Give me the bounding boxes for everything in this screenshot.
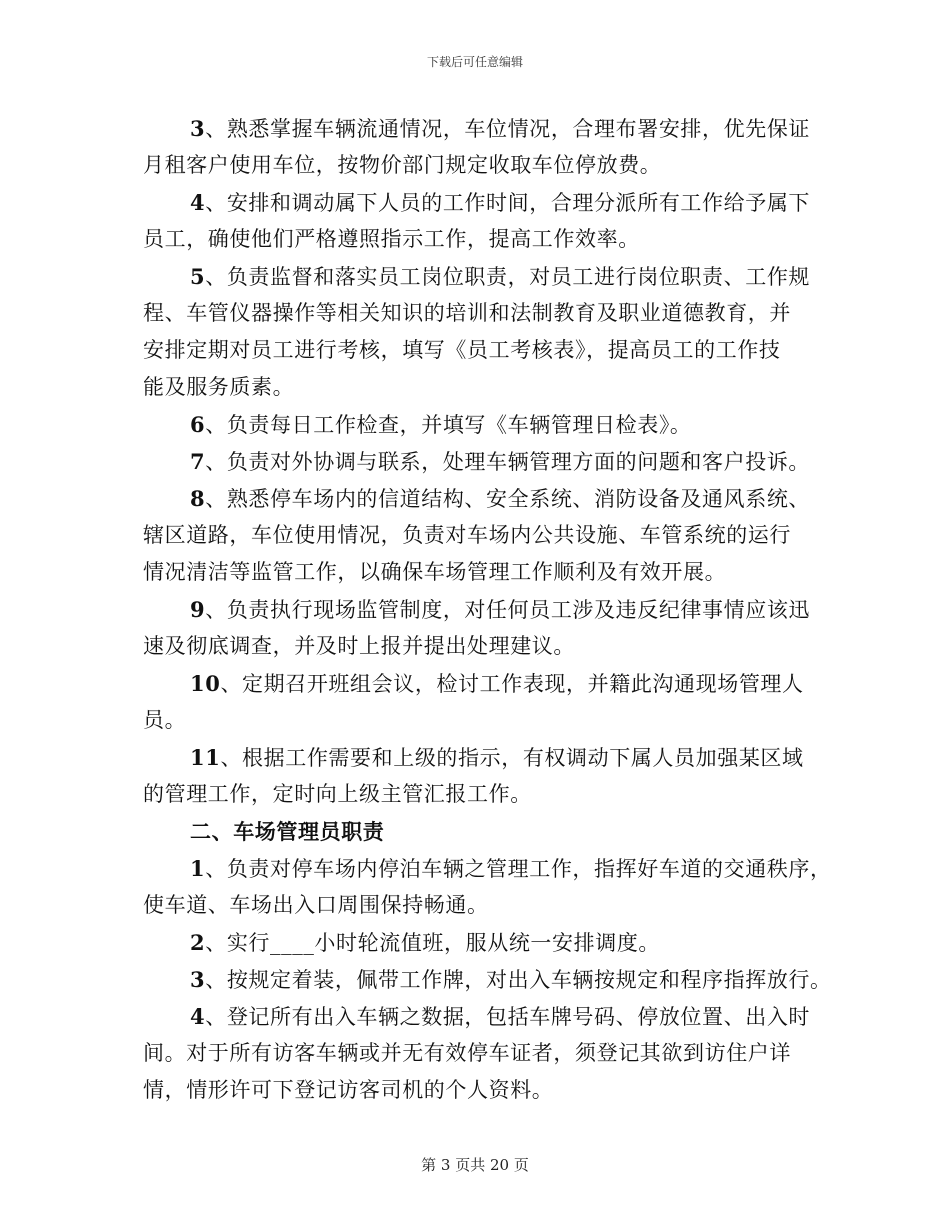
text-line: 间。对于所有访客车辆或并无有效停车证者，须登记其欲到访住户详 <box>143 1041 791 1065</box>
paragraph-5 <box>143 258 843 406</box>
text-line: 员。 <box>143 708 187 732</box>
paragraph-number: 4 <box>190 1004 206 1029</box>
text-line <box>143 258 843 295</box>
paragraph-8 <box>143 480 843 591</box>
line-text: 、负责对停车场内停泊车辆之管理工作，指挥好车道的交通秩序， <box>205 857 832 881</box>
text-line <box>143 739 843 776</box>
text-line: 员工，确使他们严格遵照指示工作，提高工作效率。 <box>143 227 640 251</box>
paragraph-number: 3 <box>190 116 206 141</box>
document-body <box>143 110 843 1109</box>
text-line: 情况清洁等监管工作，以确保车场管理工作顺利及有效开展。 <box>143 560 727 584</box>
paragraph-4 <box>143 184 843 258</box>
paragraph-number: 5 <box>190 264 206 289</box>
text-line <box>143 591 843 628</box>
page-header-note: 下载后可任意编辑 <box>426 55 523 69</box>
text-line <box>143 665 843 702</box>
paragraph-number: 8 <box>190 486 206 511</box>
text-line: 能及服务质素。 <box>143 375 295 399</box>
paragraph-b4 <box>143 998 843 1109</box>
line-text: 、负责对外协调与联系，处理车辆管理方面的问题和客户投诉。 <box>205 450 811 474</box>
paragraph-number: 11 <box>190 745 221 770</box>
text-line <box>143 406 843 443</box>
paragraph-number: 6 <box>190 412 206 437</box>
line-text: 、根据工作需要和上级的指示，有权调动下属人员加强某区域 <box>220 746 804 770</box>
text-line: 安排定期对员工进行考核，填写《员工考核表》，提高员工的工作技 <box>143 338 781 362</box>
text-line: 程、车管仪器操作等相关知识的培训和法制教育及职业道德教育，并 <box>143 301 791 325</box>
text-line: 月租客户使用车位，按物价部门规定收取车位停放费。 <box>143 153 662 177</box>
line-text: 、定期召开班组会议，检讨工作表现，并籍此沟通现场管理人 <box>220 672 804 696</box>
text-line <box>143 184 843 221</box>
paragraph-number: 4 <box>190 190 206 215</box>
paragraph-3 <box>143 110 843 184</box>
paragraph-number: 2 <box>190 930 206 955</box>
text-line: 辖区道路，车位使用情况，负责对车场内公共设施、车管系统的运行 <box>143 523 791 547</box>
text-line: 速及彻底调查，并及时上报并提出处理建议。 <box>143 634 575 658</box>
text-line: 的管理工作，定时向上级主管汇报工作。 <box>143 782 532 806</box>
paragraph-b1 <box>143 850 843 924</box>
text-line <box>143 998 843 1035</box>
line-text: 、登记所有出入车辆之数据，包括车牌号码、停放位置、出入时 <box>205 1005 811 1029</box>
line-text: 、按规定着装，佩带工作牌，对出入车辆按规定和程序指挥放行。 <box>205 968 832 992</box>
paragraph-b3 <box>143 961 843 998</box>
text-line <box>143 924 843 961</box>
line-text: 、安排和调动属下人员的工作时间，合理分派所有工作给予属下 <box>205 191 811 215</box>
paragraph-9 <box>143 591 843 665</box>
line-text: 、负责执行现场监管制度，对任何员工涉及违反纪律事情应该迅 <box>205 598 811 622</box>
text-line: 情，情形许可下登记访客司机的个人资料。 <box>143 1078 554 1102</box>
text-line <box>143 110 843 147</box>
text-line <box>143 961 843 998</box>
paragraph-b2 <box>143 924 843 961</box>
paragraph-number: 1 <box>190 856 206 881</box>
page-number-footer: 第 3 页共 20 页 <box>421 1156 529 1174</box>
paragraph-number: 10 <box>190 671 221 696</box>
paragraph-10 <box>143 665 843 739</box>
line-text: 、负责每日工作检查，并填写《车辆管理日检表》。 <box>205 413 692 437</box>
text-line <box>143 480 843 517</box>
text-line <box>143 850 843 887</box>
line-text: 、熟悉停车场内的信道结构、安全系统、消防设备及通风系统、 <box>205 487 811 511</box>
line-text: 、实行____小时轮流值班，服从统一安排调度。 <box>205 931 661 955</box>
section-heading: 二、车场管理员职责 <box>190 819 385 844</box>
line-text: 、负责监督和落实员工岗位职责，对员工进行岗位职责、工作规 <box>205 265 811 289</box>
paragraph-6 <box>143 406 843 443</box>
text-line <box>143 443 843 480</box>
text-line: 使车道、车场出入口周围保持畅通。 <box>143 893 489 917</box>
paragraph-number: 7 <box>190 449 206 474</box>
paragraph-number: 3 <box>190 967 206 992</box>
paragraph-7 <box>143 443 843 480</box>
line-text: 、熟悉掌握车辆流通情况，车位情况，合理布署安排，优先保证 <box>205 117 811 141</box>
paragraph-number: 9 <box>190 597 206 622</box>
paragraph-11 <box>143 739 843 813</box>
